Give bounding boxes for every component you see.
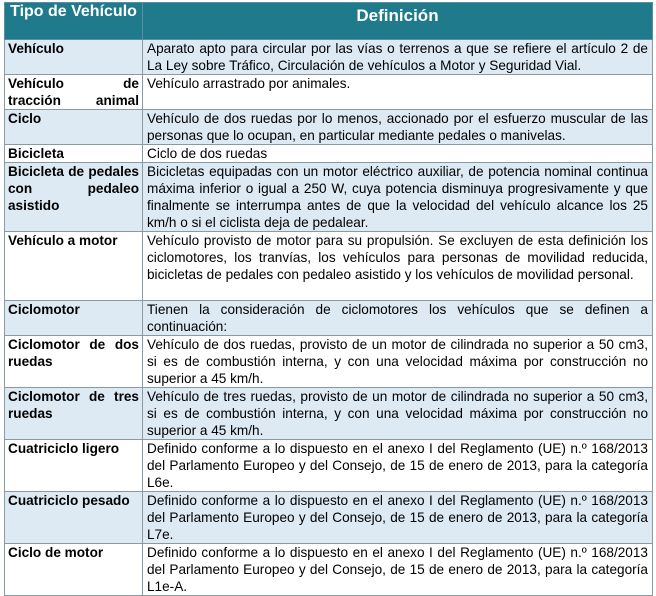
table-row <box>5 40 653 75</box>
vehicle-definitions-table <box>4 2 653 596</box>
row-definition: Vehículo arrastrado por animales. <box>143 75 653 110</box>
row-term: Bicicleta <box>5 145 143 163</box>
row-term: Vehículo <box>5 40 143 75</box>
table-row <box>5 110 653 145</box>
row-definition: Aparato apto para circular por las vías o terrenos a que se refiere el artículo 2 de La Ley sobre Tráfico, Circulación de vehículos a Motor y Seguridad Vial. <box>143 40 653 75</box>
table-row <box>5 145 653 163</box>
table-row <box>5 232 653 301</box>
table-row <box>5 544 653 596</box>
table-row <box>5 492 653 544</box>
row-definition: Vehículo de dos ruedas, provisto de un motor de cilindrada no superior a 50 cm3, si es de combustión interna, y con una velocidad máxima por construcción no superior a 45 km/h. <box>143 336 653 388</box>
header-row <box>5 3 653 40</box>
table-row <box>5 388 653 440</box>
row-term: Cuatriciclo ligero <box>5 440 143 492</box>
row-definition: Ciclo de dos ruedas <box>143 145 653 163</box>
row-term: Bicicleta de pedales con pedaleo asistido <box>5 163 143 232</box>
header-vehicle-type: Tipo de Vehículo <box>5 3 143 40</box>
row-term: Ciclo <box>5 110 143 145</box>
row-definition: Definido conforme a lo dispuesto en el anexo I del Reglamento (UE) n.º 168/2013 del Parlamento Europeo y del Consejo, de 15 de enero de 2013, para la categoría L6e. <box>143 440 653 492</box>
row-definition: Bicicletas equipadas con un motor eléctrico auxiliar, de potencia nominal continua máxima inferior o igual a 250 W, cuya potencia disminuya progresivamente y que finalmente se interrumpa antes de que la velocidad del vehículo alcance los 25 km/h o si el ciclista deja de pedalear. <box>143 163 653 232</box>
row-term: Ciclomotor de tres ruedas <box>5 388 143 440</box>
row-definition: Vehículo de dos ruedas por lo menos, accionado por el esfuerzo muscular de las personas que lo ocupan, en particular mediante pedales o manivelas. <box>143 110 653 145</box>
table-row <box>5 440 653 492</box>
table-row <box>5 336 653 388</box>
row-term: Cuatriciclo pesado <box>5 492 143 544</box>
row-definition: Tienen la consideración de ciclomotores los vehículos que se definen a continuación: <box>143 301 653 336</box>
row-definition: Vehículo de tres ruedas, provisto de un motor de cilindrada no superior a 50 cm3, si es de combustión interna, y con una velocidad máxima por construcción no superior a 45 km/h. <box>143 388 653 440</box>
table-row <box>5 75 653 110</box>
table-row <box>5 301 653 336</box>
row-term: Vehículo de tracción animal <box>5 75 143 110</box>
table-row <box>5 163 653 232</box>
row-term: Ciclomotor de dos ruedas <box>5 336 143 388</box>
row-term: Ciclo de motor <box>5 544 143 596</box>
row-term: Vehículo a motor <box>5 232 143 301</box>
row-term: Ciclomotor <box>5 301 143 336</box>
row-definition: Definido conforme a lo dispuesto en el anexo I del Reglamento (UE) n.º 168/2013 del Parlamento Europeo y del Consejo, de 15 de enero de 2013, para la categoría L7e. <box>143 492 653 544</box>
header-definition: Definición <box>143 3 653 40</box>
row-definition: Vehículo provisto de motor para su propulsión. Se excluyen de esta definición los ciclomotores, los tranvías, los vehículos para personas de movilidad reducida, bicicletas de pedales con pedaleo asistido y los vehículos de movilidad personal. <box>143 232 653 301</box>
row-definition: Definido conforme a lo dispuesto en el anexo I del Reglamento (UE) n.º 168/2013 del Parlamento Europeo y del Consejo, de 15 de enero de 2013, para la categoría L1e-A. <box>143 544 653 596</box>
